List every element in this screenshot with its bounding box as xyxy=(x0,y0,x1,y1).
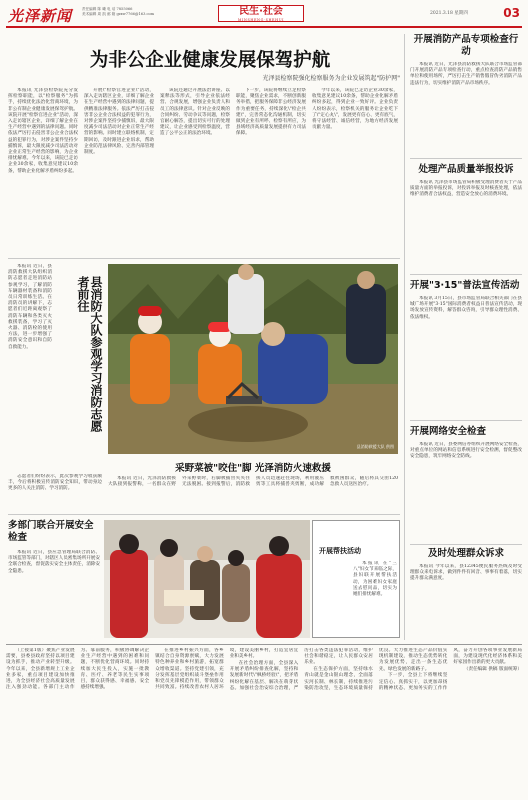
brief-7-title: 开展帮扶活动 xyxy=(319,547,361,555)
volunteer-body-bottom: 志愿者们纷纷表示，此次参观学习收获颇丰，今后将积极宣传消防安全知识，带动身边更多的人关注消防、学习消防。 xyxy=(8,474,102,492)
brief-6-body xyxy=(8,550,100,640)
photo-caption-body xyxy=(108,476,398,510)
newspaper-logo: 光泽新闻 xyxy=(8,7,73,25)
masthead xyxy=(6,4,522,28)
volunteer-text: 本报讯 近日，县消防救援大队组织消防志愿者走进消防站参观学习，了解消防车辆器材装备和消防员日常训练生活。在消防员的讲解下，志愿者们近距离观察了消防车辆和各类灭火救援装备，学习了灭火器、消防栓的使用方法，进一步增强了消防安全意识和自防自救能力。 xyxy=(8,264,52,350)
lead-headline: 为非公企业健康发展保驾护航 xyxy=(89,50,331,71)
designer-line: 美术编辑 周 凯 邮 箱 gzxw7766@163.com xyxy=(82,12,155,16)
page-number: 03 xyxy=(503,6,520,20)
lead-column-3: 该院还通过开展法治讲座、以案释法等形式，引导企业依法经营、合规发展，增强企业负责人和员工的法律意识。针对企业反映的合同纠纷、劳动争议等问题，检察官耐心解答，提出切实可行的处理建议，让企业感受到检察温度，营造了公平公正的法治环境。 xyxy=(160,88,230,137)
editor-info xyxy=(82,7,154,17)
lead-column-2: 开展\"检察官进企业\"活动，深入走访辖区企业，详细了解企业在生产经营中遇到的法律问题，提供精准法律服务。依法严厉打击侵害非公企业合法权益的犯罪行为，对涉企案件坚持少捕慎诉，最大限度减少司法活动对企业正常生产经营的影响。同时建立联络机制，定期回访，及时跟进企业诉求，帮助企业防范法律风险、完善内部管理制度。 xyxy=(84,88,154,156)
volunteer-title: 县消防大队参观学习消防志愿者前往 xyxy=(76,276,103,432)
section-badge xyxy=(218,5,304,22)
section-title: 民生·社会 xyxy=(239,6,283,17)
brief-7-text: 本报讯 在"三八"妇女节来临之际，县妇联开展帮扶活动，为困难妇女家庭送去慰问品，切实为她们排忧解难。 xyxy=(353,561,397,598)
photo-caption-title: 采野菜被"咬住"脚 光泽消防火速救援 xyxy=(175,463,331,474)
brief-2-title: 处理产品质量举报投诉 xyxy=(418,164,514,175)
help-activity-box xyxy=(312,520,400,638)
brief-1-text: 本报讯 近日，光泽县消防救援大队联合市场监管部门开展消防产品专项检查行动，重点检查消防产品销售单位和使用场所，严厉打击生产销售假冒伪劣消防产品违法行为，切实维护消防产品市场秩序。 xyxy=(410,62,522,86)
rescue-photo xyxy=(108,264,398,454)
brief-3-title: 开展"3·15"普法宣传活动 xyxy=(410,280,520,291)
lead-body: 本报讯 光泽县检察院充分发挥检察职能，以"检察服务"为抓手，持续优化法治化营商环境，为非公有制企业健康发展保驾护航。该院开展"检察官进企业"活动，深入走访辖区企业，详细了解企业在生产经营中遇到的法律问题。同时依法严厉打击侵害非公企业合法权益的犯罪行为，对涉企案件坚持少捕慎诉，最大限度减少司法活动对企业正常生产经营的影响，为企业排忧解难。今年以来，该院已走访企业30余家，收集意见建议10余条，帮助企业化解矛盾纠纷多起。 xyxy=(8,88,78,174)
rescue-photo-illustration xyxy=(108,264,398,454)
editor-line: 责任编辑 陈 曦 电 话 7855066 xyxy=(82,7,133,11)
bottom-footer: （责任编辑 供稿 版面统筹） xyxy=(463,667,522,673)
brief-6-title: 多部门联合开展安全检查 xyxy=(8,520,94,543)
brief-3-text: 本报讯 3月15日，县市场监管局联合相关部门在县城广场开展"3·15"国际消费者权益日普法宣传活动，现场发放宣传资料，解答群众咨询，引导群众理性消费、依法维权。 xyxy=(410,296,522,320)
brief-4-body xyxy=(410,442,522,542)
brief-4-text: 本报讯 近日，县委网信办组织开展网络安全检查，对重点单位的网站和信息系统进行安全检测，督促整改安全隐患，筑牢网络安全防线。 xyxy=(410,442,522,460)
brief-6-text: 本报讯 近日，县应急管理局联合消防、市场监管等部门，对辖区人员密集场所开展安全联合检查，督促落实安全主体责任，消除安全隐患。 xyxy=(8,550,100,574)
lead-column-4: 下一步，该院将继续立足检察职能，聚焦企业需求，不断创新服务举措，把服务保障非公经济发展作为重要任务，持续深化\"检企共建\"，完善常态化沟通机制，切实做到企业有所呼、检察有所应，为县域经济高质量发展提供有力司法保障。 xyxy=(236,88,306,137)
help-activity-illustration xyxy=(104,520,310,638)
lead-column-1 xyxy=(8,88,78,253)
bottom-article-text: （上接第1版）聚焦产业发展需要，县委县政府坚持以项目建设为抓手，推动产业转型升级。今年以来，全县新增规上工业企业多家，重点项目建设加快推进，为全县经济社会高质量发展注入强劲动能。各部门主动作为、靠前服务，积极协调解决企业生产经营中遇到的困难和问题，不断优化营商环境。同时持续加大民生投入，实施一批教育、医疗、养老等民生实事项目，群众获得感、幸福感、安全感持续增强。 xyxy=(6,648,150,691)
brief-5-body xyxy=(410,564,522,640)
section-subtitle: MINSHENG·SHEHUI xyxy=(237,18,285,22)
issue-date: 2021.3.18 星期四 xyxy=(430,11,468,16)
lead-column-5: 今年以来，该院已走访企业30余家，收集意见建议10余条，帮助企业化解矛盾纠纷多起，得到企业一致好评。企业负责人纷纷表示，检察机关的服务让企业吃下了\"定心丸\"，发展更有信心、更有底气，将守法经营、诚信经营，为地方经济发展贡献力量。 xyxy=(312,88,398,131)
brief-5-text: 本报讯 今年以来，县12345便民服务热线及时受理群众来电诉求，做到件件有回音、事事有着落，切实提升群众满意度。 xyxy=(410,564,522,582)
brief-1-body xyxy=(410,62,522,154)
bottom-article: （上接第1版）聚焦产业发展需要，县委县政府坚持以项目建设为抓手，推动产业转型升级。今年以来，全县新增规上工业企业多家，重点项目建设加快推进，为全县经济社会高质量发展注入强劲动能。各部门主动作为、靠前服务，积极协调解决企业生产经营中遇到的困难和问题，不断优化营商环境。同时持续加大民生投入，实施一批教育、医疗、养老等民生实事项目，群众获得感、幸福感、安全感持续增强。 在推进乡村振兴方面，各乡镇结合自身资源禀赋，大力发展特色种养业和乡村旅游，拓宽群众增收渠道。坚持党建引领，充分发挥基层党组织战斗堡垒作用和党员先锋模范作用，带领群众共同致富。持续改善农村人居环境，建设美丽乡村，打造宜居宜业和美乡村。 在社会治理方面，全县深入开展矛盾纠纷排查化解，坚持和发展新时代\"枫桥经验\"，把矛盾纠纷化解在基层、解决在萌芽状态。加强社会治安综合治理，严厉打击各类违法犯罪活动，维护社会和谐稳定，让人民群众安居乐业。 在生态保护方面，坚持绿水青山就是金山银山理念，全面落实河长制、林长制，持续推进污染防治攻坚，生态环境质量保持优良。大力推进生态产品价值实现机制建设，推动生态优势转化为发展优势，走出一条生态优先、绿色发展的新路子。 下一步，全县上下将继续坚定信心、真抓实干，以更加昂扬的精神状态、更加务实的工作作风，奋力开创各项事业发展新局面，为建设现代化经济体系和美好家园作出新的更大贡献。 （责任编辑 供稿 版面统筹） xyxy=(6,648,522,691)
brief-2-text: 本报讯 光泽县市场监管局积极受理消费者关于产品质量方面的举报投诉，对投诉举报及时核查处理，依法维护消费者合法权益，营造安全放心的消费环境。 xyxy=(410,180,522,198)
help-activity-photo xyxy=(104,520,310,638)
photo-body-text: 本报讯 近日，光泽消防救援大队接到报警称，一名群众在野外采野菜时，右脚被捕兽夹夹住无法脱困。接到报警后，消防救援人员迅速赶往现场，利用液压剪等工具将捕兽夹剪断，成功解救被困群众，随后将其交由120急救人员送医治疗。 xyxy=(108,476,398,488)
brief-1-title: 开展消防产品专项检查行动 xyxy=(413,34,519,57)
photo-credit: 县消防救援大队 供图 xyxy=(356,444,394,449)
brief-2-body xyxy=(410,180,522,270)
brief-3-body xyxy=(410,296,522,416)
lead-subheadline: 光泽县检察院强化检察服务为企业发展筑起"防护网" xyxy=(262,75,400,82)
volunteer-body-left xyxy=(8,264,52,474)
brief-7-body xyxy=(353,561,397,635)
brief-4-title: 开展网络安全检查 xyxy=(410,426,487,437)
brief-5-title: 及时处理群众诉求 xyxy=(427,548,504,559)
